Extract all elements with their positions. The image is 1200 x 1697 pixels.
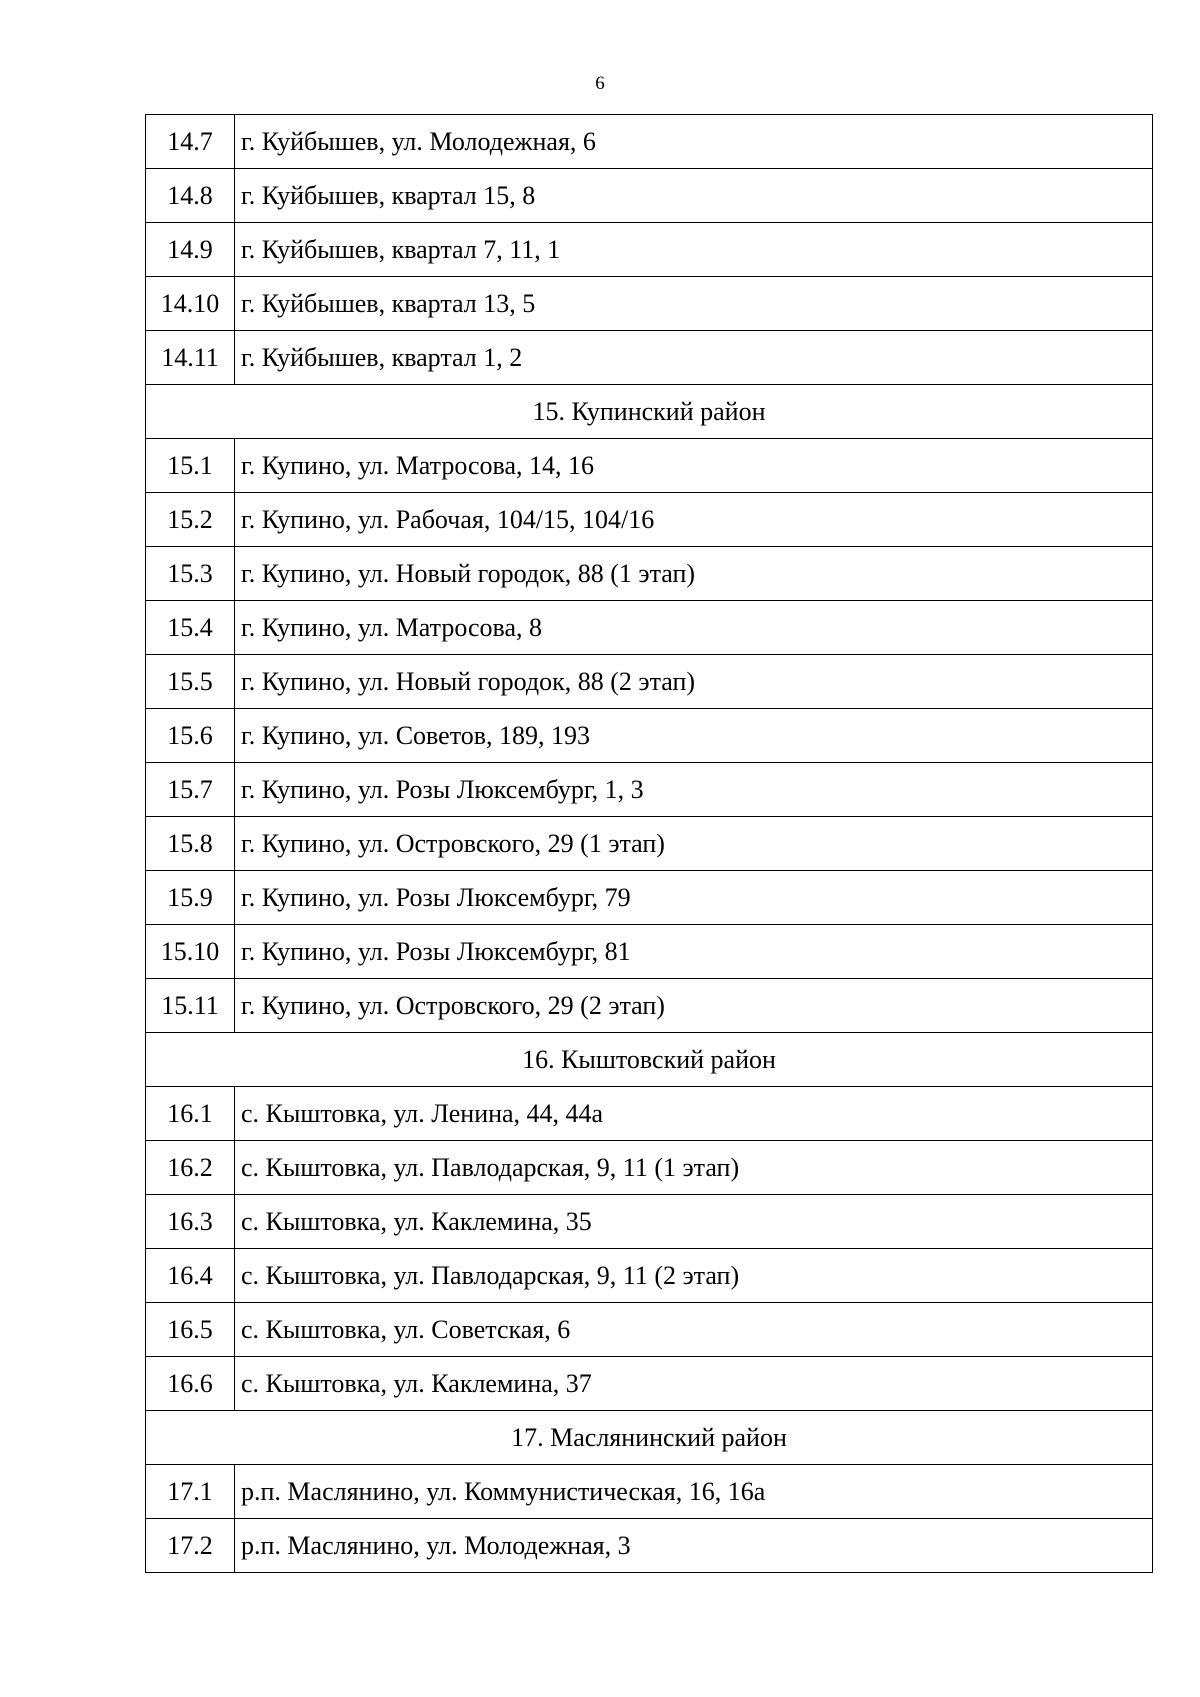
row-number: 17.1 — [146, 1465, 235, 1519]
table-row — [146, 709, 1153, 763]
table-row — [146, 763, 1153, 817]
table-row — [146, 1195, 1153, 1249]
address-table — [145, 114, 1153, 1573]
table-row — [146, 277, 1153, 331]
table-row — [146, 871, 1153, 925]
row-number: 14.10 — [146, 277, 235, 331]
row-number: 14.9 — [146, 223, 235, 277]
section-title: 16. Кыштовский район — [146, 1033, 1153, 1087]
row-address: г. Куйбышев, квартал 1, 2 — [235, 331, 1153, 385]
row-number: 14.11 — [146, 331, 235, 385]
table-row — [146, 1249, 1153, 1303]
row-number: 15.6 — [146, 709, 235, 763]
page-number: 6 — [595, 73, 605, 94]
row-address: г. Купино, ул. Рабочая, 104/15, 104/16 — [235, 493, 1153, 547]
table-row — [146, 1303, 1153, 1357]
row-number: 16.6 — [146, 1357, 235, 1411]
row-number: 14.8 — [146, 169, 235, 223]
table-row — [146, 925, 1153, 979]
table-row — [146, 223, 1153, 277]
row-address: г. Куйбышев, квартал 13, 5 — [235, 277, 1153, 331]
row-address: г. Куйбышев, ул. Молодежная, 6 — [235, 115, 1153, 169]
section-title: 17. Маслянинский район — [146, 1411, 1153, 1465]
row-number: 16.4 — [146, 1249, 235, 1303]
row-number: 15.11 — [146, 979, 235, 1033]
row-address: г. Купино, ул. Матросова, 8 — [235, 601, 1153, 655]
table-row — [146, 1141, 1153, 1195]
row-address: с. Кыштовка, ул. Ленина, 44, 44а — [235, 1087, 1153, 1141]
table-row — [146, 331, 1153, 385]
table-row — [146, 169, 1153, 223]
row-address: с. Кыштовка, ул. Каклемина, 37 — [235, 1357, 1153, 1411]
table-row — [146, 655, 1153, 709]
row-address: с. Кыштовка, ул. Павлодарская, 9, 11 (2 этап) — [235, 1249, 1153, 1303]
row-address: г. Куйбышев, квартал 7, 11, 1 — [235, 223, 1153, 277]
row-number: 16.1 — [146, 1087, 235, 1141]
section-header-row — [146, 1033, 1153, 1087]
table-row — [146, 1357, 1153, 1411]
row-address: г. Купино, ул. Советов, 189, 193 — [235, 709, 1153, 763]
section-header-row — [146, 1411, 1153, 1465]
row-number: 15.9 — [146, 871, 235, 925]
row-address: р.п. Маслянино, ул. Коммунистическая, 16, 16а — [235, 1465, 1153, 1519]
row-number: 15.5 — [146, 655, 235, 709]
table-row — [146, 493, 1153, 547]
row-address: г. Купино, ул. Розы Люксембург, 79 — [235, 871, 1153, 925]
row-address: с. Кыштовка, ул. Советская, 6 — [235, 1303, 1153, 1357]
table-row — [146, 979, 1153, 1033]
row-number: 15.10 — [146, 925, 235, 979]
row-number: 16.5 — [146, 1303, 235, 1357]
table-row — [146, 439, 1153, 493]
row-number: 15.3 — [146, 547, 235, 601]
table-row — [146, 115, 1153, 169]
row-address: г. Купино, ул. Розы Люксембург, 1, 3 — [235, 763, 1153, 817]
row-number: 16.3 — [146, 1195, 235, 1249]
table-row — [146, 1087, 1153, 1141]
table-row — [146, 601, 1153, 655]
row-number: 16.2 — [146, 1141, 235, 1195]
row-address: г. Купино, ул. Новый городок, 88 (1 этап) — [235, 547, 1153, 601]
row-number: 15.2 — [146, 493, 235, 547]
section-title: 15. Купинский район — [146, 385, 1153, 439]
row-address: р.п. Маслянино, ул. Молодежная, 3 — [235, 1519, 1153, 1573]
row-address: г. Купино, ул. Островского, 29 (2 этап) — [235, 979, 1153, 1033]
row-address: г. Купино, ул. Островского, 29 (1 этап) — [235, 817, 1153, 871]
row-address: г. Купино, ул. Розы Люксембург, 81 — [235, 925, 1153, 979]
row-number: 15.4 — [146, 601, 235, 655]
table-row — [146, 1519, 1153, 1573]
row-number: 14.7 — [146, 115, 235, 169]
row-address: г. Купино, ул. Матросова, 14, 16 — [235, 439, 1153, 493]
row-number: 17.2 — [146, 1519, 235, 1573]
row-address: г. Купино, ул. Новый городок, 88 (2 этап) — [235, 655, 1153, 709]
row-number: 15.1 — [146, 439, 235, 493]
section-header-row — [146, 385, 1153, 439]
row-number: 15.8 — [146, 817, 235, 871]
row-address: с. Кыштовка, ул. Каклемина, 35 — [235, 1195, 1153, 1249]
table-row — [146, 547, 1153, 601]
address-table-body — [146, 115, 1153, 1573]
row-address: г. Куйбышев, квартал 15, 8 — [235, 169, 1153, 223]
table-row — [146, 817, 1153, 871]
table-row — [146, 1465, 1153, 1519]
row-address: с. Кыштовка, ул. Павлодарская, 9, 11 (1 этап) — [235, 1141, 1153, 1195]
row-number: 15.7 — [146, 763, 235, 817]
